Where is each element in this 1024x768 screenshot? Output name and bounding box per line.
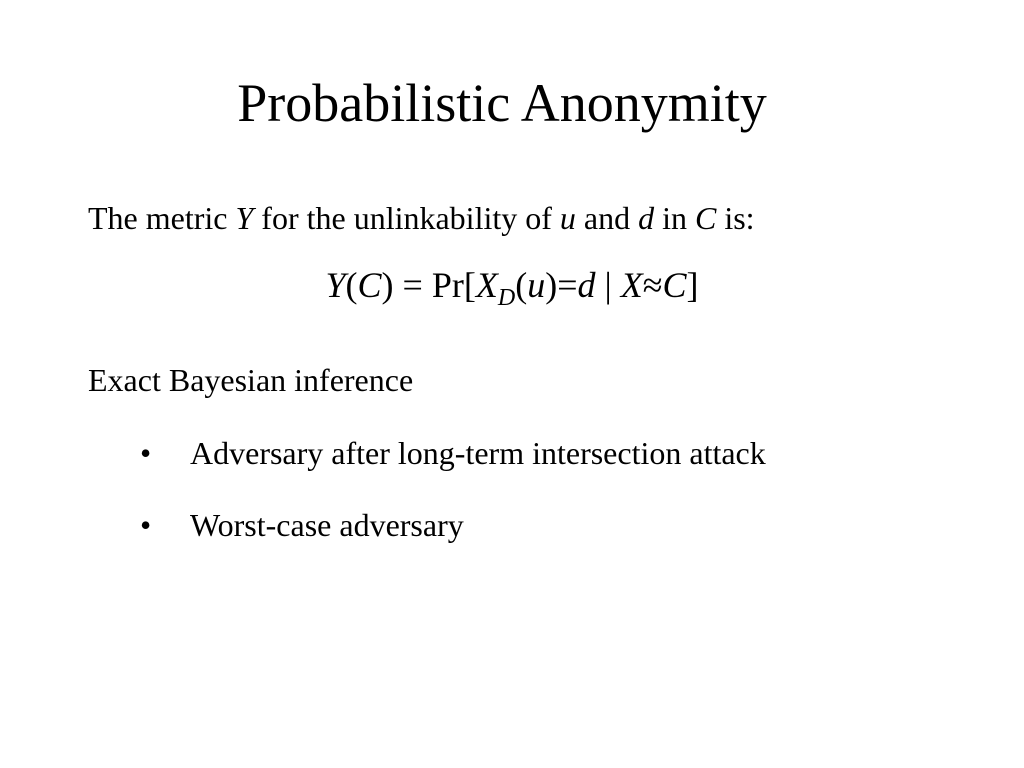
formula-paren-open: ( [515, 265, 528, 305]
formula-d: d [577, 265, 596, 305]
formula-x-sub: D [497, 285, 516, 311]
bullet-item [140, 505, 464, 545]
metric-var-y: Y [235, 200, 254, 236]
formula-x2: X [620, 265, 643, 305]
metric-text-1: The metric [88, 200, 236, 236]
formula-x: X [475, 265, 498, 305]
bullet-marker: • [140, 435, 152, 471]
bullet-item [140, 433, 766, 473]
formula-bar: | [595, 265, 621, 305]
bullet-text: Adversary after long-term intersection attack [190, 435, 766, 471]
formula-lhs-open: ( [345, 265, 358, 305]
formula-lhs-arg: C [357, 265, 382, 305]
bullet-marker: • [140, 507, 152, 543]
formula-pr: Pr[ [431, 265, 476, 305]
metric-text-3: and [575, 200, 639, 236]
formula-close: ] [686, 265, 699, 305]
formula-lhs-close: ) [381, 265, 394, 305]
section-heading: Exact Bayesian inference [88, 362, 414, 398]
metric-var-u: u [559, 200, 576, 236]
metric-var-c: C [694, 200, 717, 236]
formula-c: C [662, 265, 687, 305]
metric-text-2: for the unlinkability of [253, 200, 560, 236]
formula-paren-close-eq: )= [545, 265, 578, 305]
slide-title: Probabilistic Anonymity [237, 73, 767, 133]
formula-approx: ≈ [642, 265, 663, 305]
formula-equals: = [393, 265, 432, 305]
metric-text-5: is: [716, 200, 755, 236]
formula-u: u [527, 265, 546, 305]
bullet-text: Worst-case adversary [190, 507, 464, 543]
formula [0, 262, 1024, 311]
metric-text-4: in [654, 200, 695, 236]
formula-lhs-var: Y [325, 265, 346, 305]
metric-sentence [88, 198, 755, 238]
metric-var-d: d [638, 200, 655, 236]
